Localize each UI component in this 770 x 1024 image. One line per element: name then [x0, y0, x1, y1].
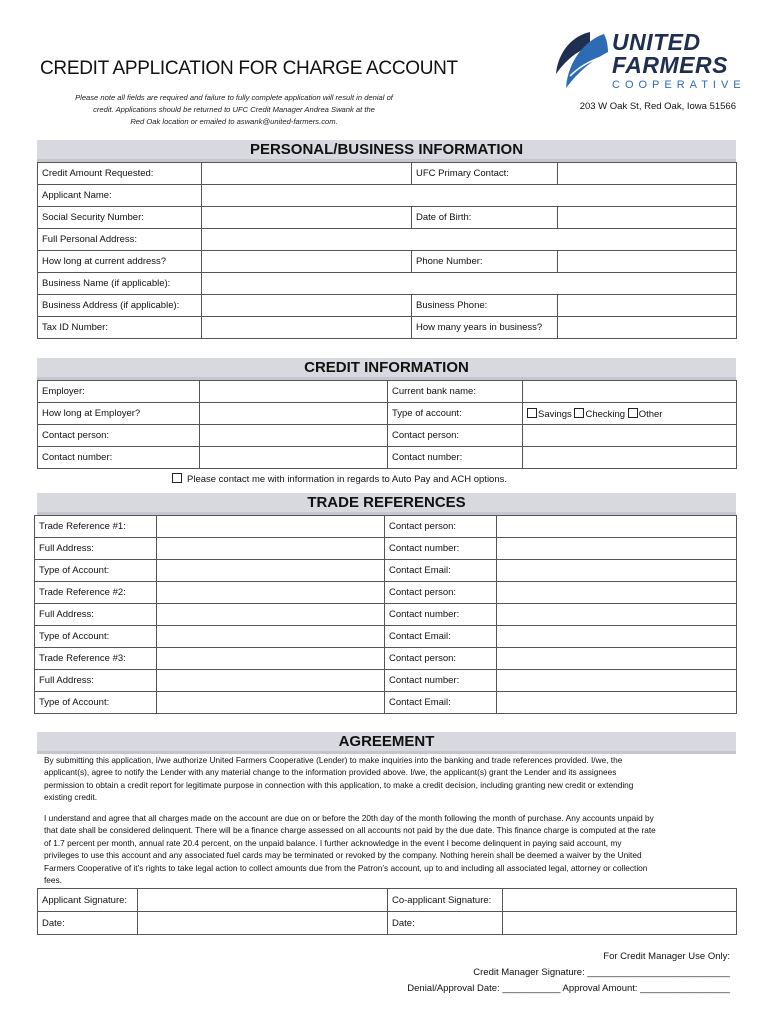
ref3-type-label: Type of Account: [35, 692, 157, 714]
contact-number-field[interactable] [200, 447, 388, 469]
savings-label: Savings [538, 408, 572, 420]
agreement-line: By submitting this application, I/we authorize United Farmers Cooperative (Lender) to make inquiries into the banking and trade references provided. I/we, the [44, 755, 623, 765]
credit-section-heading: CREDIT INFORMATION [304, 359, 469, 376]
note-line: Red Oak location or emailed to aswank@united-farmers.com. [130, 117, 338, 126]
years-business-field[interactable] [558, 317, 737, 339]
applicant-signature-field[interactable] [138, 889, 388, 912]
personal-address-field[interactable] [202, 229, 737, 251]
account-type-label: Type of account: [388, 403, 523, 425]
table-row [38, 425, 737, 447]
agreement-line: fees. [44, 875, 62, 886]
ref2-type-field[interactable] [157, 626, 385, 648]
company-logo [552, 29, 746, 94]
page-title: CREDIT APPLICATION FOR CHARGE ACCOUNT [40, 58, 458, 79]
agreement-section-banner [37, 732, 736, 754]
years-business-label: How many years in business? [412, 317, 558, 339]
credit-amount-field[interactable] [202, 163, 412, 185]
personal-info-table [37, 162, 737, 339]
bank-contact-number-label: Contact number: [388, 447, 523, 469]
applicant-date-label: Date: [38, 912, 138, 935]
ref2-type-label: Type of Account: [35, 626, 157, 648]
applicant-signature-label: Applicant Signature: [38, 889, 138, 912]
ref3-contact-number-label: Contact number: [385, 670, 497, 692]
ref1-email-label: Contact Email: [385, 560, 497, 582]
ref1-contact-person-field[interactable] [497, 516, 737, 538]
agreement-line: existing credit. [44, 792, 98, 803]
ref2-contact-person-field[interactable] [497, 582, 737, 604]
coapplicant-date-field[interactable] [503, 912, 737, 935]
contact-person-field[interactable] [200, 425, 388, 447]
table-row [35, 582, 737, 604]
agreement-line: applicant(s), agree to notify the Lender with any material change to the information provided above. I/we, the applicant(s) grant the Lender and its assignees [44, 767, 617, 778]
trade-section-heading: TRADE REFERENCES [307, 494, 466, 511]
credit-amount-label: Credit Amount Requested: [38, 163, 202, 185]
business-phone-field[interactable] [558, 295, 737, 317]
table-row [35, 692, 737, 714]
coapplicant-signature-field[interactable] [503, 889, 737, 912]
agreement-line: Farmers Cooperative of it’s rights to take legal action to collect amounts due from the Patron’s account, up to and including all associated legal, attorney or collection [44, 862, 648, 873]
manager-use-title: For Credit Manager Use Only: [603, 951, 730, 962]
bank-contact-number-field[interactable] [523, 447, 737, 469]
ref3-contact-person-field[interactable] [497, 648, 737, 670]
coapplicant-signature-label: Co-applicant Signature: [388, 889, 503, 912]
table-row [35, 648, 737, 670]
checking-checkbox[interactable] [574, 408, 584, 418]
company-address: 203 W Oak St, Red Oak, Iowa 51566 [579, 101, 736, 112]
autopay-label: Please contact me with information in regards to Auto Pay and ACH options. [187, 474, 508, 485]
ref1-contact-person-label: Contact person: [385, 516, 497, 538]
employer-field[interactable] [200, 381, 388, 403]
ref1-address-label: Full Address: [35, 538, 157, 560]
agreement-paragraph-1 [44, 754, 734, 804]
table-row [38, 317, 737, 339]
table-row [38, 295, 737, 317]
bank-contact-person-label: Contact person: [388, 425, 523, 447]
trade-ref3-label: Trade Reference #3: [35, 648, 157, 670]
ref1-contact-number-label: Contact number: [385, 538, 497, 560]
contact-number-label: Contact number: [38, 447, 200, 469]
agreement-section-heading: AGREEMENT [338, 733, 435, 750]
autopay-checkbox[interactable] [172, 473, 182, 483]
personal-section-banner [37, 140, 736, 162]
table-row [38, 403, 737, 425]
ref2-address-field[interactable] [157, 604, 385, 626]
employer-label: Employer: [38, 381, 200, 403]
credit-info-table [37, 380, 737, 469]
primary-contact-label: UFC Primary Contact: [412, 163, 558, 185]
ref2-email-label: Contact Email: [385, 626, 497, 648]
table-row [38, 889, 737, 912]
trade-section-banner [37, 493, 736, 515]
table-row [35, 560, 737, 582]
agreement-line: permission to obtain a credit report for legitimate purpose in connection with this application, to make a credit decision, including granting new credit or extending [44, 779, 634, 790]
trade-ref2-label: Trade Reference #2: [35, 582, 157, 604]
applicant-name-label: Applicant Name: [38, 185, 202, 207]
business-address-field[interactable] [202, 295, 412, 317]
business-phone-label: Business Phone: [412, 295, 558, 317]
business-address-label: Business Address (if applicable): [38, 295, 202, 317]
trade-ref1-field[interactable] [157, 516, 385, 538]
other-label: Other [638, 408, 663, 420]
business-name-label: Business Name (if applicable): [38, 273, 202, 295]
coapplicant-date-label: Date: [388, 912, 503, 935]
note-line: Please note all fields are required and failure to fully complete application will result in denial of [75, 93, 393, 102]
autopay-option [172, 473, 507, 485]
ref3-address-label: Full Address: [35, 670, 157, 692]
phone-field[interactable] [558, 251, 737, 273]
table-row [35, 626, 737, 648]
credit-section-banner [37, 358, 736, 380]
business-name-field[interactable] [202, 273, 737, 295]
how-long-employer-label: How long at Employer? [38, 403, 200, 425]
agreement-line: I understand and agree that all charges made on the account are due on or before the 20th day of the month following the month of purchase. Any accounts unpaid by [44, 813, 654, 823]
tax-id-label: Tax ID Number: [38, 317, 202, 339]
applicant-date-field[interactable] [138, 912, 388, 935]
logo-word-cooperative: COOPERATIVE [612, 79, 746, 91]
dob-label: Date of Birth: [412, 207, 558, 229]
table-row [38, 912, 737, 935]
how-long-address-field[interactable] [202, 251, 412, 273]
ref1-address-field[interactable] [157, 538, 385, 560]
trade-references-table [34, 515, 737, 714]
ref3-contact-number-field[interactable] [497, 670, 737, 692]
signature-table [37, 888, 737, 935]
how-long-address-label: How long at current address? [38, 251, 202, 273]
primary-contact-field[interactable] [558, 163, 737, 185]
bank-name-field[interactable] [523, 381, 737, 403]
table-row [35, 516, 737, 538]
table-row [38, 163, 737, 185]
table-row [38, 229, 737, 251]
table-row [38, 251, 737, 273]
ref2-contact-number-label: Contact number: [385, 604, 497, 626]
ref3-email-label: Contact Email: [385, 692, 497, 714]
checking-label: Checking [585, 408, 626, 420]
personal-address-label: Full Personal Address: [38, 229, 202, 251]
table-row [35, 604, 737, 626]
phone-label: Phone Number: [412, 251, 558, 273]
account-type-options [523, 403, 737, 425]
ref2-address-label: Full Address: [35, 604, 157, 626]
table-row [38, 381, 737, 403]
personal-section-heading: PERSONAL/BUSINESS INFORMATION [249, 141, 524, 158]
manager-approval-line: Denial/Approval Date: ___________ Approval Amount: _________________ [407, 983, 730, 994]
logo-word-farmers: FARMERS [612, 52, 728, 78]
dob-field[interactable] [558, 207, 737, 229]
ref1-email-field[interactable] [497, 560, 737, 582]
contact-person-label: Contact person: [38, 425, 200, 447]
tax-id-field[interactable] [202, 317, 412, 339]
ref3-type-field[interactable] [157, 692, 385, 714]
ref2-contact-number-field[interactable] [497, 604, 737, 626]
bank-contact-person-field[interactable] [523, 425, 737, 447]
agreement-line: of 1.7 percent per month, annual rate 20.4 percent, on the unpaid balance. I further acknowledge in the event I become delinquent in paying said account, my [44, 837, 622, 848]
agreement-paragraph-2 [44, 812, 734, 886]
table-row [35, 538, 737, 560]
table-row [38, 207, 737, 229]
other-checkbox[interactable] [628, 408, 638, 418]
instructions-note [54, 92, 414, 128]
how-long-employer-field[interactable] [200, 403, 388, 425]
logo-word-united: UNITED [612, 29, 701, 55]
ref1-type-label: Type of Account: [35, 560, 157, 582]
ref2-email-field[interactable] [497, 626, 737, 648]
ref3-email-field[interactable] [497, 692, 737, 714]
trade-ref3-field[interactable] [157, 648, 385, 670]
bank-name-label: Current bank name: [388, 381, 523, 403]
ssn-label: Social Security Number: [38, 207, 202, 229]
agreement-line: privileges to use this account and any associated fuel cards may be terminated or revoked by the company. Nothing herein shall be deemed a waiver by the United [44, 850, 642, 861]
table-row [38, 273, 737, 295]
agreement-line: that date shall be considered delinquent. There will be a finance charge assessed on all accounts not paid by the due date. This finance charge is computed at the rate [44, 825, 656, 836]
ref1-type-field[interactable] [157, 560, 385, 582]
ref1-contact-number-field[interactable] [497, 538, 737, 560]
ref2-contact-person-label: Contact person: [385, 582, 497, 604]
ref3-contact-person-label: Contact person: [385, 648, 497, 670]
manager-signature-line: Credit Manager Signature: ___________________________ [473, 967, 730, 978]
table-row [35, 670, 737, 692]
table-row [38, 447, 737, 469]
trade-ref2-field[interactable] [157, 582, 385, 604]
savings-checkbox[interactable] [527, 408, 537, 418]
applicant-name-field[interactable] [202, 185, 737, 207]
trade-ref1-label: Trade Reference #1: [35, 516, 157, 538]
ssn-field[interactable] [202, 207, 412, 229]
ref3-address-field[interactable] [157, 670, 385, 692]
table-row [38, 185, 737, 207]
note-line: credit. Applications should be returned to UFC Credit Manager Andrea Swank at the [93, 105, 375, 114]
